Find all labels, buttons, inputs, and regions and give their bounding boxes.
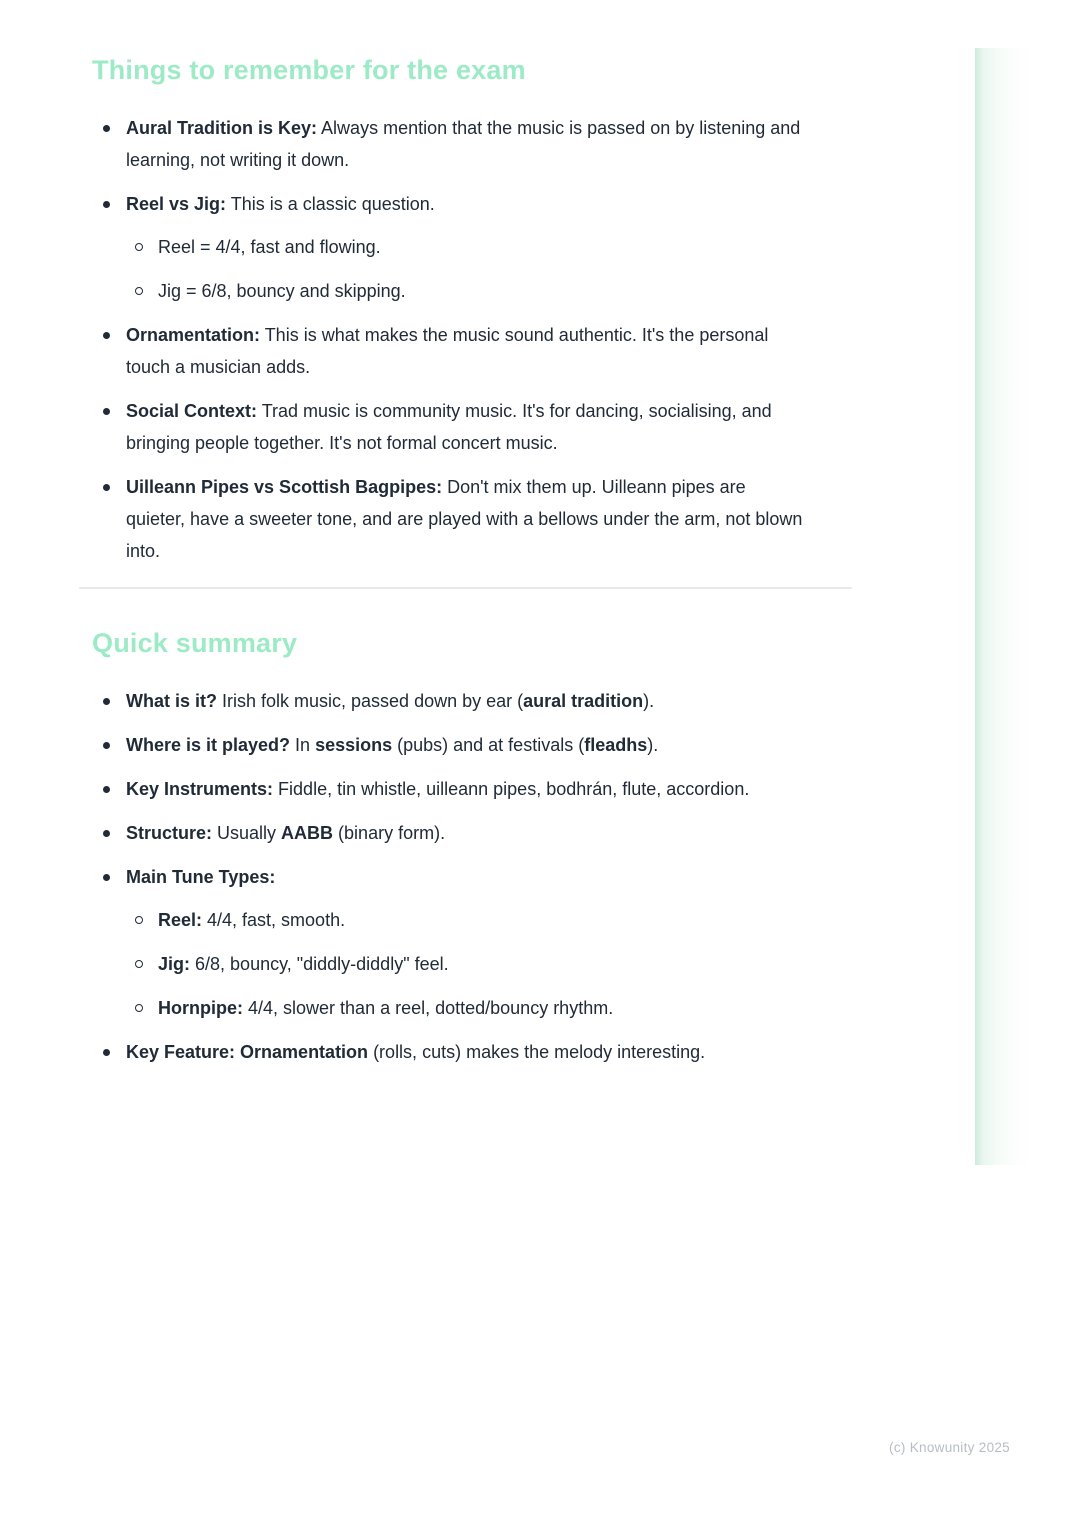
list-item xyxy=(92,471,806,567)
page-content xyxy=(92,54,806,1068)
bullet-disc-icon xyxy=(103,830,110,837)
list-item xyxy=(92,188,806,307)
list-item-text: Reel: 4/4, fast, smooth. xyxy=(158,910,346,930)
list-item-text: Jig = 6/8, bouncy and skipping. xyxy=(158,281,406,301)
list-item-text: What is it? Irish folk music, passed down by ear (aural tradition). xyxy=(126,691,655,711)
sub-list-item xyxy=(126,231,806,263)
list-item xyxy=(92,729,806,761)
list-item-text: Key Instruments: Fiddle, tin whistle, uilleann pipes, bodhrán, flute, accordion. xyxy=(126,779,750,799)
list-item xyxy=(92,1036,806,1068)
list-item-text: Main Tune Types: xyxy=(126,867,276,887)
sub-bullet-list xyxy=(126,231,806,307)
bullet-disc-icon xyxy=(103,201,110,208)
list-item-text: Hornpipe: 4/4, slower than a reel, dotted/bouncy rhythm. xyxy=(158,998,614,1018)
list-item-text: Key Feature: Ornamentation (rolls, cuts) makes the melody interesting. xyxy=(126,1042,706,1062)
list-item xyxy=(92,685,806,717)
sub-list-item xyxy=(126,904,806,936)
bullet-disc-icon xyxy=(103,332,110,339)
list-item-text: Jig: 6/8, bouncy, "diddly-diddly" feel. xyxy=(158,954,449,974)
bullet-circle-icon xyxy=(135,916,143,924)
list-item-text: Uilleann Pipes vs Scottish Bagpipes: Don't mix them up. Uilleann pipes are quieter, have a sweeter tone, and are played with a bellows under the arm, not blown into. xyxy=(126,477,803,561)
list-item-text: Where is it played? In sessions (pubs) and at festivals (fleadhs). xyxy=(126,735,659,755)
list-item-text: Aural Tradition is Key: Always mention that the music is passed on by listening and learning, not writing it down. xyxy=(126,118,801,170)
section-heading-things-to-remember: Things to remember for the exam xyxy=(92,55,526,85)
section-divider xyxy=(79,587,852,589)
page-edge-decoration xyxy=(975,48,1033,1165)
bullet-circle-icon xyxy=(135,287,143,295)
list-item xyxy=(92,112,806,176)
bullet-disc-icon xyxy=(103,484,110,491)
sub-bullet-list xyxy=(126,904,806,1024)
bullet-disc-icon xyxy=(103,1049,110,1056)
list-item-text: Structure: Usually AABB (binary form). xyxy=(126,823,446,843)
list-item xyxy=(92,861,806,1024)
bullet-disc-icon xyxy=(103,408,110,415)
bullet-circle-icon xyxy=(135,243,143,251)
bullet-disc-icon xyxy=(103,786,110,793)
sub-list-item xyxy=(126,992,806,1024)
section-quick-summary xyxy=(92,627,806,1068)
list-item-text: Social Context: Trad music is community music. It's for dancing, socialising, and bringing people together. It's not formal concert music. xyxy=(126,401,772,453)
sub-list-item xyxy=(126,948,806,980)
list-item-text: Reel = 4/4, fast and flowing. xyxy=(158,237,381,257)
bullet-disc-icon xyxy=(103,698,110,705)
section-heading-quick-summary: Quick summary xyxy=(92,628,298,658)
list-item xyxy=(92,773,806,805)
bullet-list xyxy=(92,112,806,567)
list-item xyxy=(92,319,806,383)
section-things-to-remember xyxy=(92,54,806,567)
bullet-circle-icon xyxy=(135,960,143,968)
bullet-list xyxy=(92,685,806,1068)
list-item-text: Ornamentation: This is what makes the music sound authentic. It's the personal touch a musician adds. xyxy=(126,325,769,377)
bullet-disc-icon xyxy=(103,125,110,132)
copyright-notice: (c) Knowunity 2025 xyxy=(889,1440,1010,1455)
list-item xyxy=(92,817,806,849)
bullet-circle-icon xyxy=(135,1004,143,1012)
bullet-disc-icon xyxy=(103,874,110,881)
bullet-disc-icon xyxy=(103,742,110,749)
list-item xyxy=(92,395,806,459)
sub-list-item xyxy=(126,275,806,307)
list-item-text: Reel vs Jig: This is a classic question. xyxy=(126,194,435,214)
